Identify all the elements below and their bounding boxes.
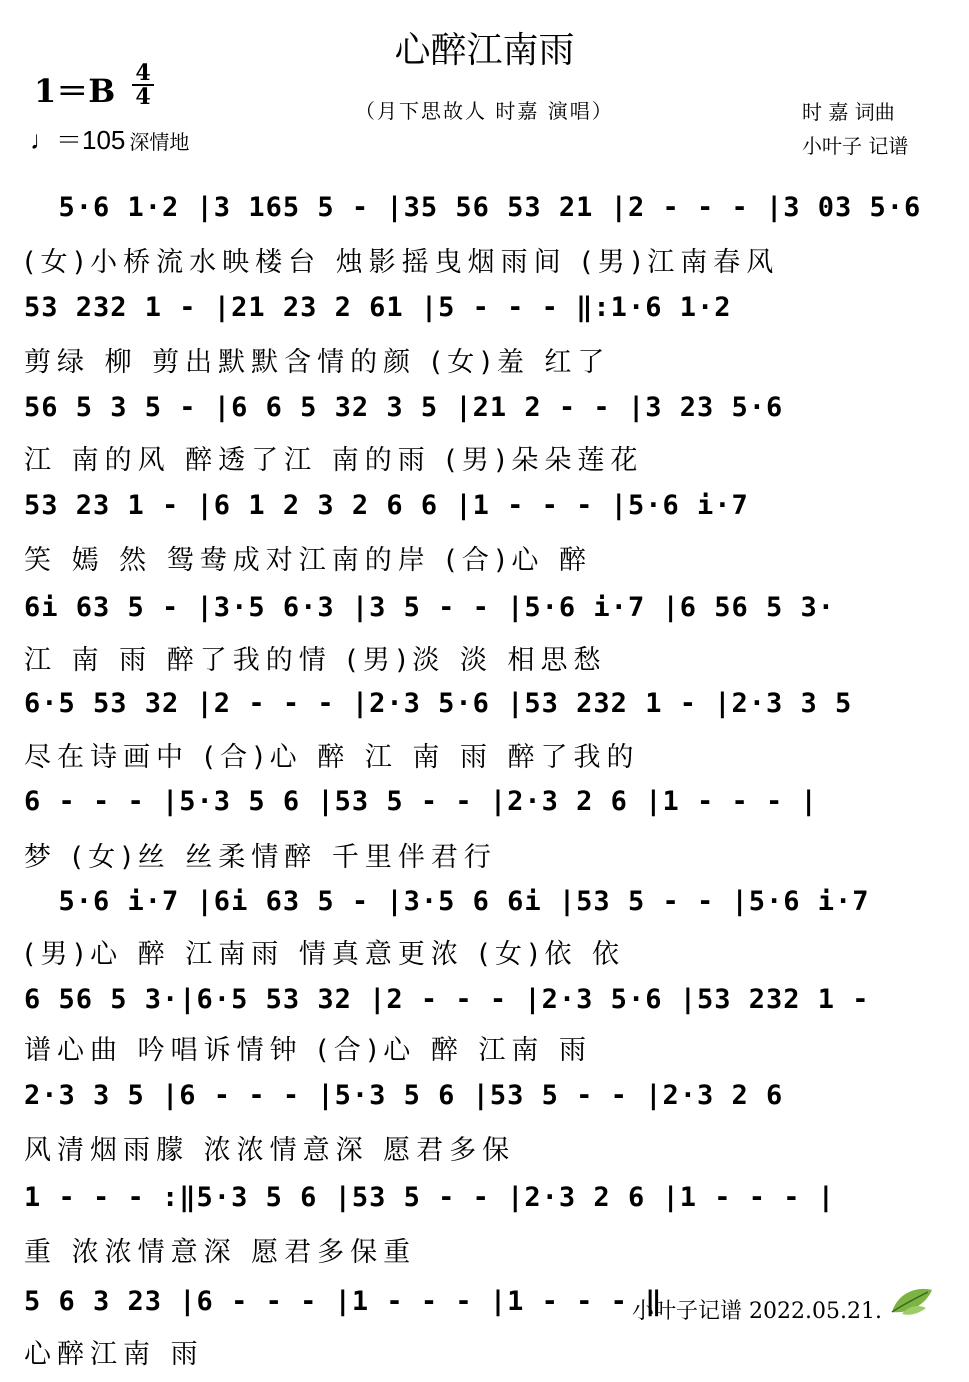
tempo-value: ＝105 <box>56 125 126 155</box>
lyric-line-4: 笑 嫣 然 鸳鸯成对江南的岸 (合)心 醉 <box>24 545 592 576</box>
lyric-line-6: 尽在诗画中 (合)心 醉 江 南 雨 醉了我的 <box>24 742 640 773</box>
notation-line-6: 6·5 53 32 |2 - - - |2·3 5·6 |53 232 1 - |2·3 3 5 <box>24 688 853 719</box>
lyric-line-3: 江 南的风 醉透了江 南的雨 (男)朵朵莲花 <box>24 445 644 476</box>
notation-line-1: 5·6 1·2 |3 165 5 - |35 56 53 21 |2 - - - |3 03 5·6 <box>24 192 922 223</box>
time-signature-top: 4 <box>135 60 151 86</box>
notation-line-8: 5·6 i·7 |6i 63 5 - |3·5 6 6i |53 5 - - |5·6 i·7 <box>24 886 870 917</box>
quarter-note-icon: ♩ <box>30 125 56 155</box>
notation-line-3: 56 5 3 5 - |6 6 5 32 3 5 |21 2 - - |3 23 5·6 <box>24 392 784 423</box>
tempo-marking <box>30 120 189 157</box>
transcription-signature: 小叶子记谱 2022.05.21. <box>632 1299 882 1324</box>
composer-credit: 时 嘉 词曲 <box>802 100 895 124</box>
time-signature-bottom: 4 <box>132 84 154 108</box>
notation-line-9: 6 56 5 3·|6·5 53 32 |2 - - - |2·3 5·6 |53 232 1 - <box>24 984 870 1015</box>
lyric-line-2: 剪绿 柳 剪出默默含情的颜 (女)羞 红了 <box>24 347 611 378</box>
lyric-line-9: 谱心曲 吟唱诉情钟 (合)心 醉 江南 雨 <box>24 1035 592 1066</box>
notation-line-4: 53 23 1 - |6 1 2 3 2 6 6 |1 - - - |5·6 i·7 <box>24 490 749 521</box>
lyric-line-10: 风清烟雨朦 浓浓情意深 愿君多保 <box>24 1135 516 1166</box>
notation-line-10: 2·3 3 5 |6 - - - |5·3 5 6 |53 5 - - |2·3 2 6 <box>24 1080 784 1111</box>
notation-line-12: 5 6 3 23 |6 - - - |1 - - - |1 - - - ‖ <box>24 1286 663 1317</box>
tempo-expression: 深情地 <box>129 132 190 154</box>
time-signature <box>132 62 154 108</box>
lyric-line-12: 心醉江南 雨 <box>24 1339 204 1370</box>
lyric-line-7: 梦 (女)丝 丝柔情醉 千里伴君行 <box>24 842 497 873</box>
notation-line-11: 1 - - - :‖5·3 5 6 |53 5 - - |2·3 2 6 |1 - - - | <box>24 1182 836 1213</box>
song-subtitle: （月下思故人 时嘉 演唱） <box>355 99 614 123</box>
lyric-line-5: 江 南 雨 醉了我的情 (男)淡 淡 相思愁 <box>24 645 607 676</box>
transcriber-credit: 小叶子 记谱 <box>802 134 909 158</box>
leaf-icon <box>888 1282 936 1322</box>
notation-line-7: 6 - - - |5·3 5 6 |53 5 - - |2·3 2 6 |1 - - - | <box>24 786 818 817</box>
lyric-line-8: (男)心 醉 江南雨 情真意更浓 (女)依 依 <box>24 939 626 970</box>
lyric-line-1: (女)小桥流水映楼台 烛影摇曳烟雨间 (男)江南春风 <box>24 247 780 278</box>
notation-line-5: 6i 63 5 - |3·5 6·3 |3 5 - - |5·6 i·7 |6 56 5 3· <box>24 592 836 623</box>
key-signature: 1＝B <box>34 72 116 110</box>
lyric-line-11: 重 浓浓情意深 愿君多保重 <box>24 1237 417 1268</box>
song-title: 心醉江南雨 <box>394 30 575 71</box>
notation-line-2: 53 232 1 - |21 23 2 61 |5 - - - ‖:1·6 1·2 <box>24 292 732 323</box>
